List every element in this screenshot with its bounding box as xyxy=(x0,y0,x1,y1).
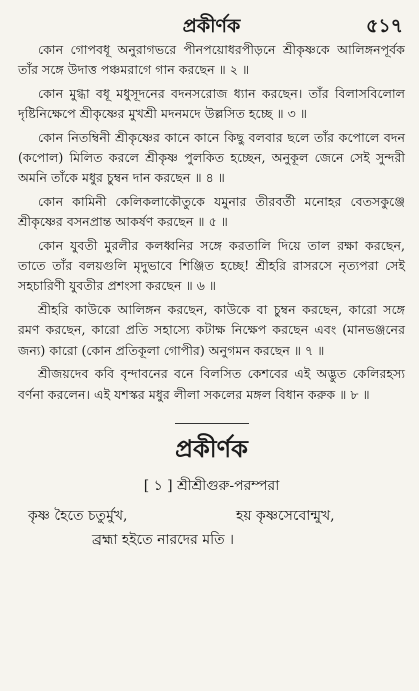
verse-paragraph: শ্রীহরি কাউকে আলিঙ্গন করছেন, কাউকে বা চুম্বন করছেন, কারো সঙ্গে রমণ করছেন, কারো প্রতি সহাস্যে কটাক্ষ নিক্ষেপ করছেন এবং (মানভঞ্জনের জন্য) কারো (কোন প্রতিকূলা গোপীর) অনুগমন করছেন ॥ ৭ ॥ xyxy=(18,301,405,358)
poem-line-center: ব্রহ্মা হইতে নারদের মতি । xyxy=(92,531,235,548)
verse-paragraph: কোন কামিনী কেলিকলাকৌতুকে যমুনার তীরবর্তী মনোহর বেতসকুঞ্জে শ্রীকৃষ্ণের বসনপ্রান্ত আকর্ষণ করছেন ॥ ৫ ॥ xyxy=(18,193,405,230)
verse-list xyxy=(18,40,405,405)
poem-line xyxy=(18,528,405,552)
section-divider xyxy=(175,423,249,424)
poem-line-left: কৃষ্ণ হৈতে চতুর্মুখ, xyxy=(28,507,128,524)
section-subheading: [ ১ ] শ্রীশ্রীগুরু-পরম্পরা xyxy=(143,477,280,494)
section-title: প্রকীর্ণক xyxy=(175,433,248,463)
verse-paragraph: কোন যুবতী মুরলীর কলধ্বনির সঙ্গে করতালি দিয়ে তাল রক্ষা করছেন, তাতে তাঁর বলয়গুলি মৃদুভাবে শিঞ্জিত হচ্ছে! শ্রীহরি রাসরসে নৃত্যপরা সেই সহচারিণী যুবতীর প্রশংসা করছেন ॥ ৬ ॥ xyxy=(18,237,405,294)
verse-paragraph: শ্রীজয়দেব কবি বৃন্দাবনের বনে বিলসিত কেশবের এই অদ্ভুত কেলিরহস্য বর্ণনা করলেন। এই যশস্কর মধুর লীলা সকলের মঙ্গল বিধান করুক ॥ ৮ ॥ xyxy=(18,366,405,402)
running-title: প্রকীর্ণক xyxy=(182,15,241,37)
running-head xyxy=(18,10,405,40)
verse-paragraph: কোন গোপবধূ অনুরাগভরে পীনপয়োধরপীড়নে শ্রীকৃষ্ণকে আলিঙ্গনপূর্বক তাঁর সঙ্গে উদাত্ত পঞ্চমরাগে গান করছেন ॥ ২ ॥ xyxy=(18,42,405,78)
verse-paragraph: কোন মুগ্ধা বধূ মধুসূদনের বদনসরোজ ধ্যান করছেন। তাঁর বিলাসবিলোল দৃষ্টিনিক্ষেপে শ্রীকৃষ্ণের মুখশ্রী মদনমদে উল্লসিত হচ্ছে ॥ ৩ ॥ xyxy=(18,85,405,122)
poem-line-right: হয় কৃষ্ণসেবোন্মুখ, xyxy=(236,507,335,524)
page-number: ৫১৭ xyxy=(365,15,403,37)
poem-line xyxy=(18,504,405,528)
verse-paragraph: কোন নিতম্বিনী শ্রীকৃষ্ণের কানে কানে কিছু বলবার ছলে তাঁর কপোলে বদন (কপোল) মিলিত করলে শ্রীকৃষ্ণ পুলকিত হচ্ছেন, অনুকূল জেনে সেই সুন্দরী অমনি তাঁকে মধুর চুম্বন দান করছেন ॥ ৪ ॥ xyxy=(18,129,405,186)
